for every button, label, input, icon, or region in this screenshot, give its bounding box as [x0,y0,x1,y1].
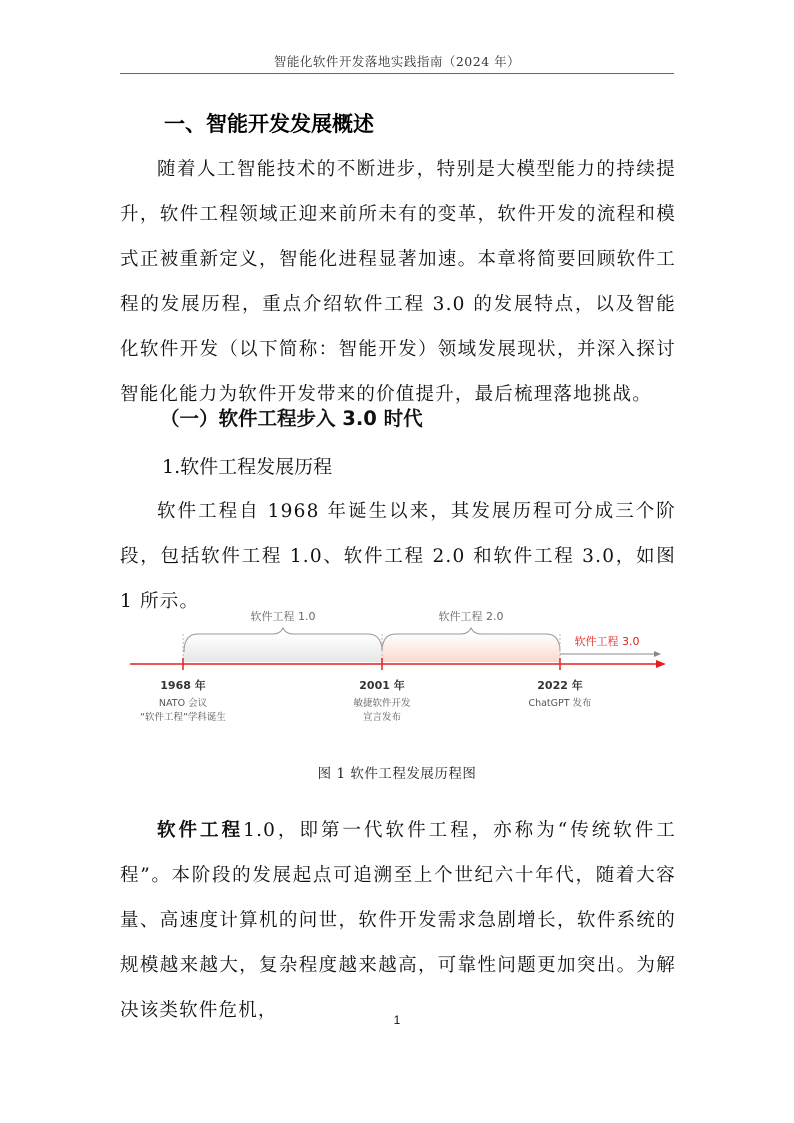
figure-caption: 图 1 软件工程发展历程图 [317,766,477,782]
stage1-label: 软件工程 1.0 [250,610,316,623]
history-intro-paragraph: 软件工程自 1968 年诞生以来，其发展历程可分成三个阶段，包括软件工程 1.0、软件工程 2.0 和软件工程 3.0，如图 1 所示。 [120,501,676,612]
milestone-year-1968: 1968 年 [160,679,206,692]
stage1-band [183,634,382,662]
section-heading: 一、智能开发发展概述 [164,112,374,136]
milestone-desc-2001-b: 宣言发布 [362,712,402,723]
stage3-arrow [654,651,661,657]
timeline-arrow [656,660,666,668]
timeline-figure [120,600,680,740]
se10-paragraph [120,808,676,1033]
milestone-desc-2001-a: 敏捷软件开发 [353,698,411,709]
intro-paragraph: 随着人工智能技术的不断进步，特别是大模型能力的持续提升，软件工程领域正迎来前所未有的变革，软件开发的流程和模式正被重新定义，智能化进程显著加速。本章将简要回顾软件工程的发展历程，重点介绍软件工程 3.0 的发展特点，以及智能化软件开发（以下简称：智能开发）领域发展现状，并深入探讨智能化能力为软件开发带来的价值提升，最后梳理落地挑战。 [120,159,676,405]
page-number: 1 [393,1013,401,1027]
se10-term: 软件工程 [157,820,244,841]
se10-text: 1.0，即第一代软件工程，亦称为“传统软件工程”。本阶段的发展起点可追溯至上个世纪六十年代，随着大容量、高速度计算机的问世，软件开发需求急剧增长，软件系统的规模越来越大，复杂程度越来越高，可靠性问题更加突出。为解决该类软件危机， [120,820,676,1021]
milestone-desc-2022-a: ChatGPT 发布 [528,698,592,709]
milestone-year-2022: 2022 年 [537,679,583,692]
subsubsection-heading: 1.软件工程发展历程 [162,456,333,478]
page-header: 智能化软件开发落地实践指南（2024 年） [273,54,521,69]
header-divider [120,73,674,74]
stage2-band [382,634,560,662]
milestone-desc-1968-b: “软件工程”学科诞生 [140,712,226,723]
subsection-heading: （一）软件工程步入 3.0 时代 [160,407,423,430]
milestone-desc-1968-a: NATO 会议 [158,698,208,709]
stage3-label: 软件工程 3.0 [574,635,640,648]
stage2-label: 软件工程 2.0 [438,610,504,623]
milestone-year-2001: 2001 年 [359,679,405,692]
